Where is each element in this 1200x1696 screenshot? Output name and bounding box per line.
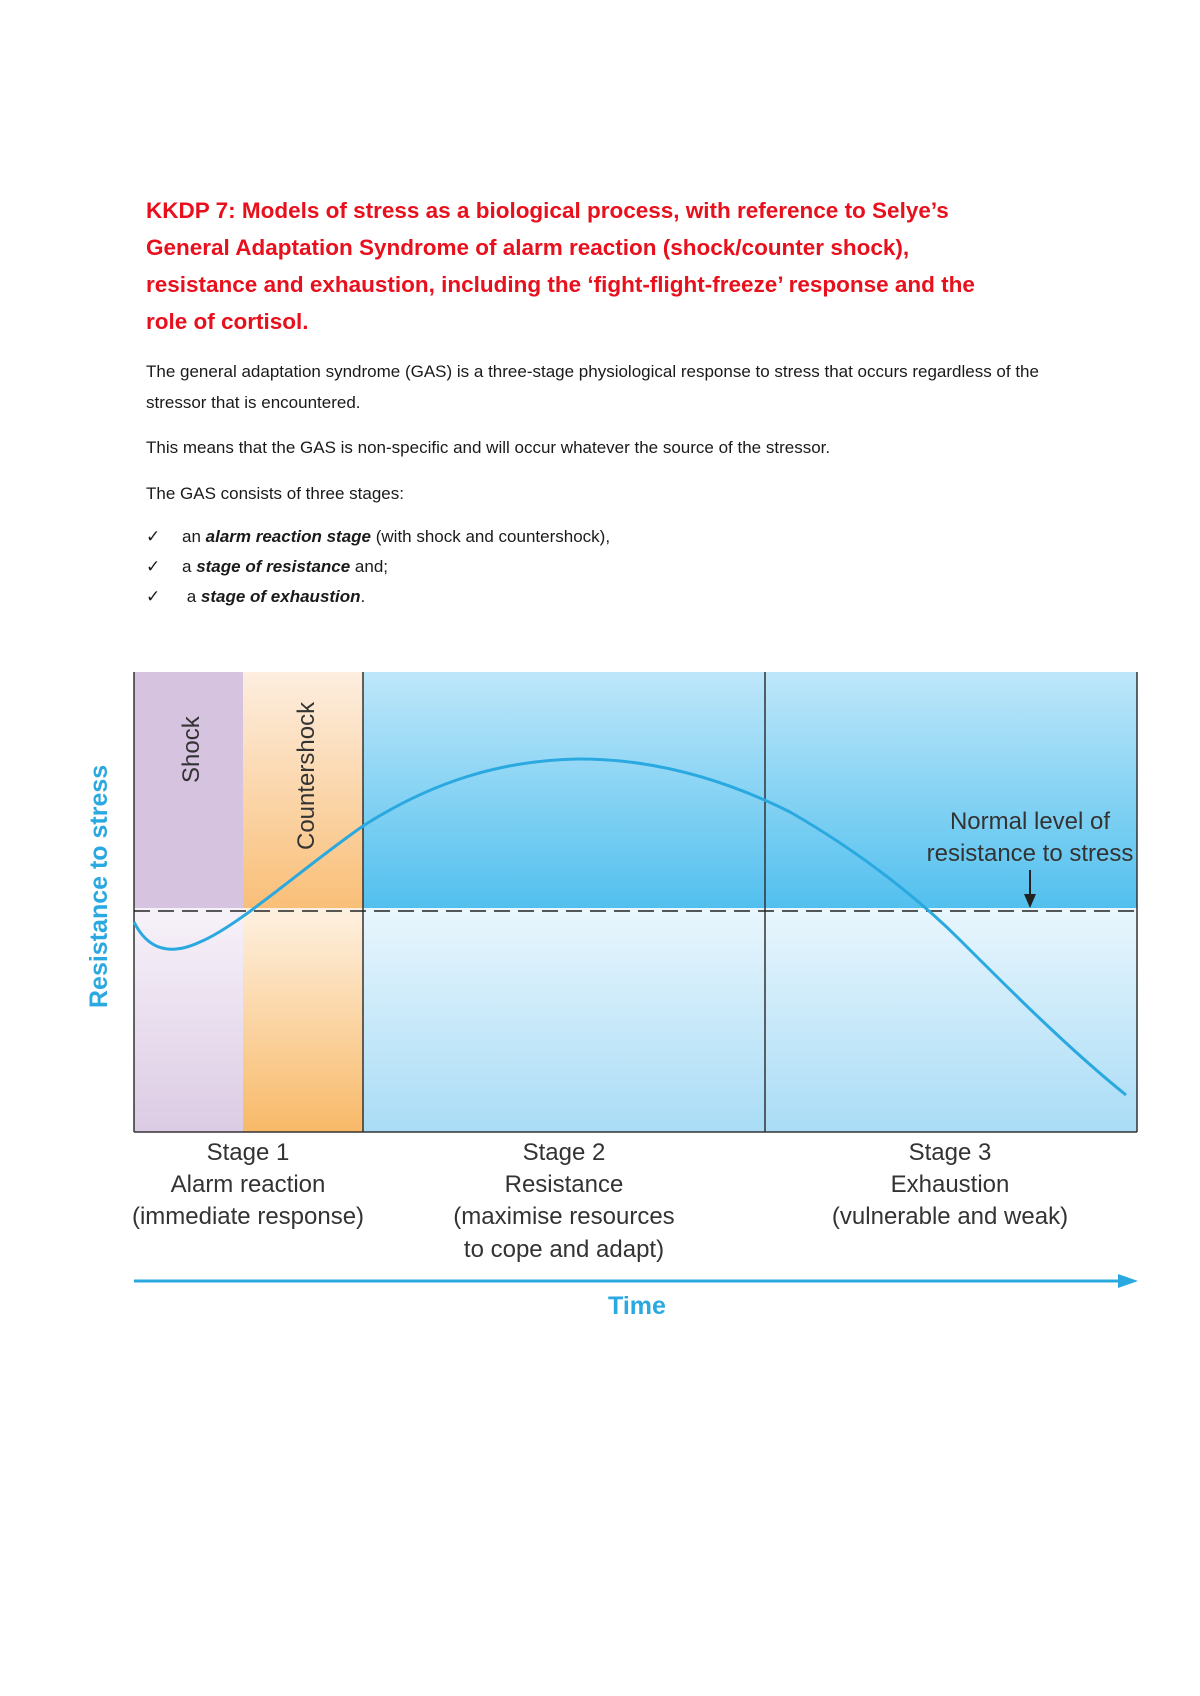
svg-text:Resistance: Resistance [504, 1171, 624, 1198]
svg-text:Stage 3: Stage 3 [908, 1139, 992, 1166]
check-icon: ✓ [146, 527, 161, 547]
svg-text:Stage 2: Stage 2 [522, 1139, 606, 1166]
list-item: ✓ an alarm reaction stage (with shock and countershock), [146, 522, 610, 552]
stage-1-label [132, 1139, 364, 1230]
svg-text:to cope and adapt): to cope and adapt) [463, 1236, 665, 1263]
check-icon: ✓ [146, 587, 161, 607]
normal-level-label-line2: resistance to stress [926, 840, 1134, 867]
paragraph-stages-intro: The GAS consists of three stages: [146, 484, 404, 503]
svg-text:Alarm reaction: Alarm reaction [170, 1171, 326, 1198]
countershock-region-lower [243, 908, 363, 1132]
check-icon: ✓ [146, 557, 161, 577]
list-item: ✓ a stage of exhaustion. [146, 582, 610, 612]
svg-text:(vulnerable and weak): (vulnerable and weak) [831, 1203, 1069, 1230]
emphasis: stage of resistance [196, 557, 351, 576]
normal-level-label-line1: Normal level of [949, 808, 1111, 835]
paragraph-non-specific: This means that the GAS is non-specific and will occur whatever the source of the stressor. [146, 438, 831, 457]
arrow-right-icon [1118, 1274, 1138, 1288]
svg-text:Stage 1: Stage 1 [206, 1139, 290, 1166]
page-heading: KKDP 7: Models of stress as a biological process, with reference to Selye’s General Adaptation Syndrome of alarm reaction (shock/counter shock), resistance and exhaustion, including the ‘fight-flight-freeze’ response and the role of cortisol. [146, 198, 975, 334]
x-axis-label: Time [608, 1292, 666, 1320]
resistance-exhaustion-region-lower [363, 908, 1137, 1132]
svg-text:Exhaustion: Exhaustion [890, 1171, 1010, 1198]
stage-2-label [453, 1139, 674, 1263]
resistance-exhaustion-region [363, 672, 1137, 908]
y-axis-label: Resistance to stress [85, 764, 113, 1008]
emphasis: alarm reaction stage [205, 527, 371, 546]
shock-region [134, 672, 243, 908]
emphasis: stage of exhaustion [200, 587, 361, 606]
countershock-label: Countershock [293, 701, 320, 850]
list-item: ✓ a stage of resistance and; [146, 552, 610, 582]
paragraph-gas-definition: The general adaptation syndrome (GAS) is a three-stage physiological response to stress that occurs regardless of the stressor that is encountered. [146, 362, 1039, 412]
svg-text:(maximise resources: (maximise resources [453, 1203, 675, 1230]
svg-text:(immediate response): (immediate response) [131, 1203, 365, 1230]
stage-3-label [832, 1139, 1068, 1230]
shock-label: Shock [178, 716, 205, 783]
